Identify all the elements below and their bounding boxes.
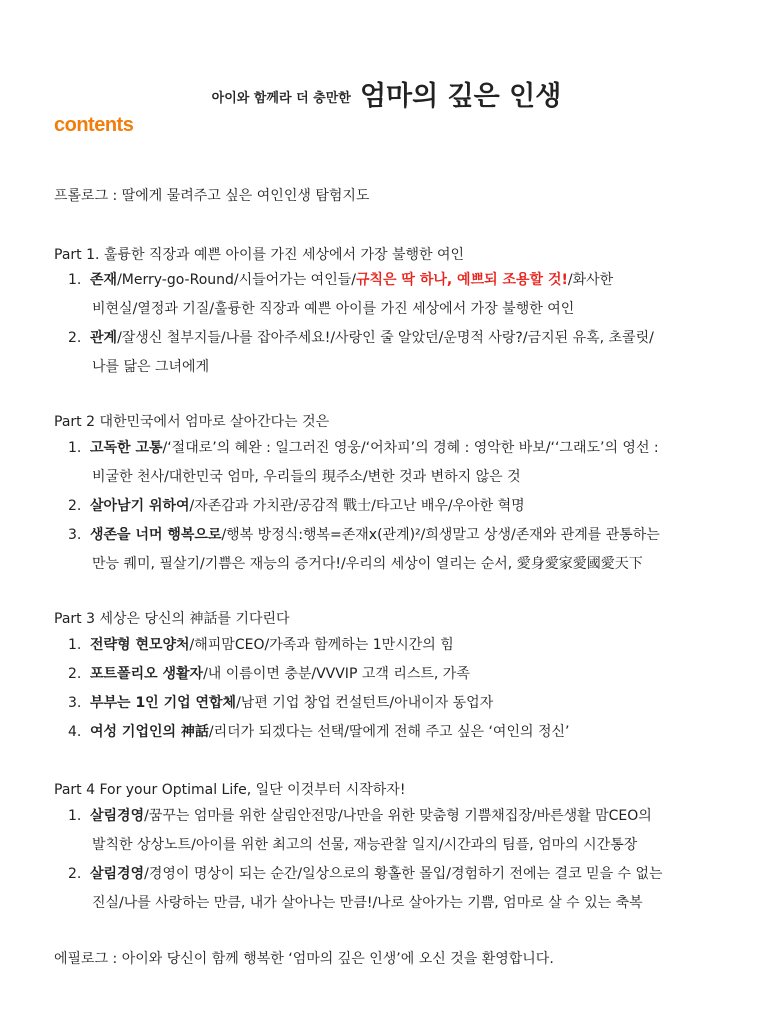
item-head: 존재: [90, 272, 118, 288]
item-continuation: 나를 닮은 그녀에게: [92, 359, 210, 375]
item-number: 2.: [68, 498, 82, 514]
item-text-tail: /화사한: [567, 272, 614, 288]
epilogue: 에필로그 : 아이와 당신이 함께 행복한 ‘엄마의 깊은 인생’에 오신 것을 환영합니다.: [54, 951, 554, 967]
item-head: 여성 기업인의 神話: [90, 724, 209, 740]
item-head: 살아남기 위하여: [90, 498, 190, 514]
part-2-heading: Part 2 대한민국에서 엄마로 살아간다는 것은: [54, 414, 330, 430]
part-1-item-1: [68, 266, 713, 324]
part-4-item-1: [68, 802, 713, 860]
part-2-item-3: [68, 521, 713, 579]
item-continuation: 비굴한 천사/대한민국 엄마, 우리들의 現주소/변한 것과 변하지 않은 것: [92, 469, 521, 485]
item-number: 1.: [68, 272, 82, 288]
part-3-item-3: [68, 689, 713, 718]
item-number: 2.: [68, 330, 82, 346]
item-text: /‘절대로’의 혜완 : 일그러진 영웅/‘어차피’의 경혜 : 영악한 바보/‘‘그래도’의 영선 :: [162, 440, 659, 456]
item-text: /행복 방정식:행복=존재x(관계)²/희생말고 상생/존재와 관계를 관통하는: [221, 527, 660, 543]
item-text: /내 이름이면 충분/VVVIP 고객 리스트, 가족: [203, 666, 470, 682]
part-2-item-2: [68, 492, 713, 521]
item-text: /잘생신 철부지들/나를 잡아주세요!/사랑인 줄 알았던/운명적 사랑?/금지된 유혹, 초콜릿/: [117, 330, 654, 346]
item-head: 고독한 고통: [90, 440, 163, 456]
item-text: /남편 기업 창업 컨설턴트/아내이자 동업자: [236, 695, 494, 711]
item-number: 3.: [68, 527, 82, 543]
item-number: 2.: [68, 666, 82, 682]
part-3-item-2: [68, 660, 713, 689]
part-2-item-1: [68, 434, 713, 492]
contents-label: contents: [54, 114, 134, 136]
item-continuation: 비현실/열정과 기질/훌륭한 직장과 예쁜 아이를 가진 세상에서 가장 불행한 여인: [92, 301, 575, 317]
item-head: 전략형 현모양처: [90, 637, 190, 653]
item-head: 살림경영: [90, 866, 145, 882]
item-number: 4.: [68, 724, 82, 740]
item-number: 2.: [68, 866, 82, 882]
item-number: 3.: [68, 695, 82, 711]
part-1-heading: Part 1. 훌륭한 직장과 예쁜 아이를 가진 세상에서 가장 불행한 여인: [54, 247, 465, 263]
item-text: /Merry-go-Round/시들어가는 여인들/: [117, 272, 356, 288]
item-head: 살림경영: [90, 808, 145, 824]
book-title: [0, 74, 773, 113]
part-3-heading: Part 3 세상은 당신의 神話를 기다린다: [54, 611, 290, 627]
item-number: 1.: [68, 808, 82, 824]
item-head: 관계: [90, 330, 118, 346]
item-head: 포트폴리오 생활자: [90, 666, 204, 682]
item-continuation: 발칙한 상상노트/아이를 위한 최고의 선물, 재능관찰 일지/시간과의 팀플, 엄마의 시간통장: [92, 837, 638, 853]
part-3-item-4: [68, 718, 713, 747]
part-3-item-1: [68, 631, 713, 660]
item-head: 생존을 너머 행복으로: [90, 527, 222, 543]
item-text: /해피맘CEO/가족과 함께하는 1만시간의 힘: [189, 637, 454, 653]
item-number: 1.: [68, 440, 82, 456]
title-main: 엄마의 깊은 인생: [359, 81, 562, 112]
item-text: /리더가 되겠다는 선택/딸에게 전해 주고 싶은 ‘여인의 정신’: [208, 724, 570, 740]
item-text: /경영이 명상이 되는 순간/일상으로의 황홀한 몰입/경험하기 전에는 결코 믿을 수 없는: [144, 866, 663, 882]
part-4-heading: Part 4 For your Optimal Life, 일단 이것부터 시작하자!: [54, 782, 406, 798]
item-continuation: 진실/나를 사랑하는 만큼, 내가 살아나는 만큼!/나로 살아가는 기쁨, 엄마로 살 수 있는 축복: [92, 895, 643, 911]
item-text: /꿈꾸는 엄마를 위한 살림안전망/나만을 위한 맞춤형 기쁨채집장/바른생활 맘CEO의: [144, 808, 652, 824]
item-text: /자존감과 가치관/공감적 戰士/타고난 배우/우아한 혁명: [189, 498, 525, 514]
item-continuation: 만능 퀘미, 필살기/기쁨은 재능의 증거다!/우리의 세상이 열리는 순서, 愛身愛家愛國愛天下: [92, 556, 643, 572]
title-subtitle: 아이와 함께라 더 충만한: [211, 91, 351, 106]
item-head: 부부는 1인 기업 연합체: [90, 695, 237, 711]
item-number: 1.: [68, 637, 82, 653]
item-highlight: 규칙은 딱 하나, 예쁘되 조용할 것!: [355, 272, 568, 288]
part-1-item-2: [68, 324, 713, 382]
prologue: 프롤로그 : 딸에게 물려주고 싶은 여인인생 탐험지도: [54, 188, 370, 204]
part-4-item-2: [68, 860, 713, 918]
